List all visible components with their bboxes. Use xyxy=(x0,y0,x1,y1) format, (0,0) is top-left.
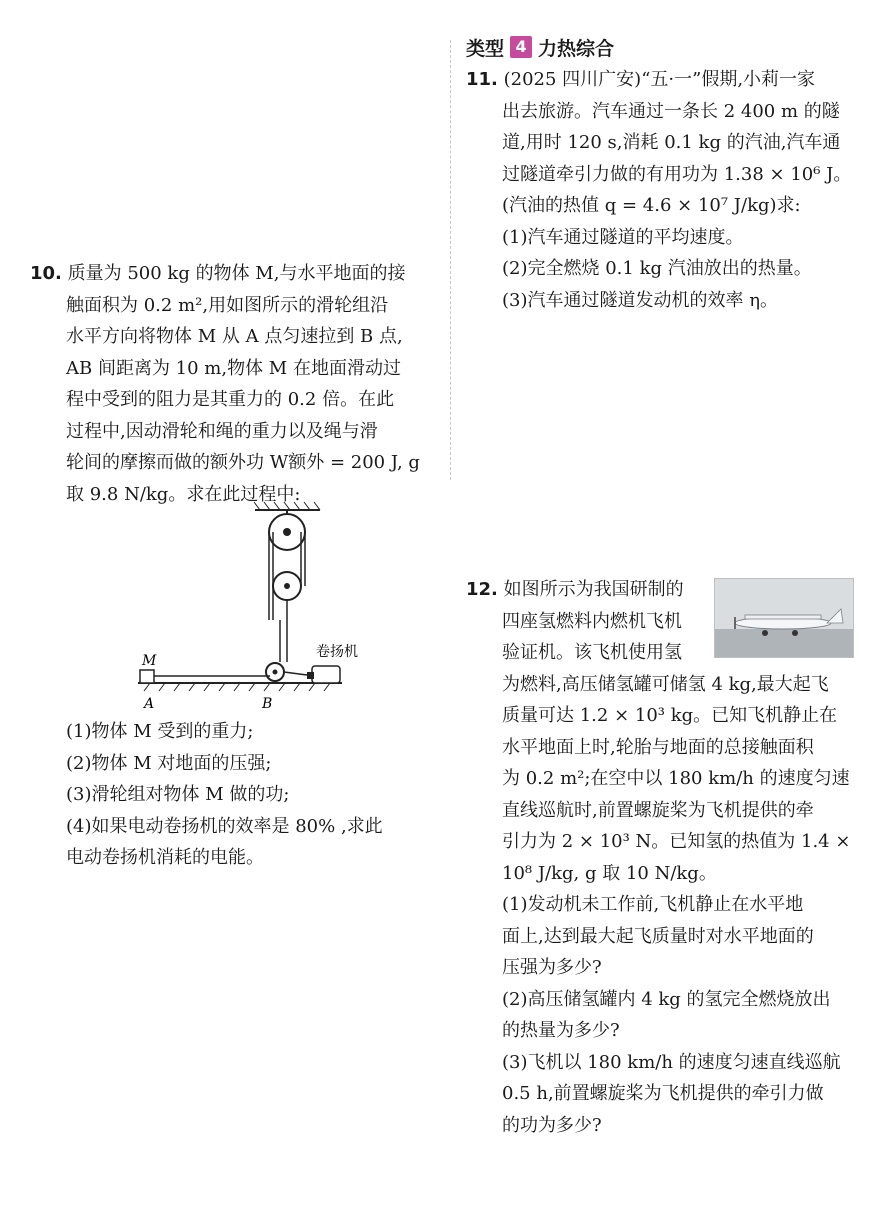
q10-line: 取 9.8 N/kg。求在此过程中: xyxy=(66,483,301,505)
q12-sub: (2)高压储氢罐内 4 kg 的氢完全燃烧放出 xyxy=(502,988,831,1010)
label-m: M xyxy=(142,653,157,669)
q12-number: 12. xyxy=(466,579,498,600)
q10-subquestions xyxy=(30,716,440,874)
q12-line: 为燃料,高压储氢罐可储氢 4 kg,最大起飞 xyxy=(502,673,829,695)
q10-line: 程中受到的阻力是其重力的 0.2 倍。在此 xyxy=(66,389,395,410)
q10-number: 10. xyxy=(30,263,62,284)
q11-line: 道,用时 120 s,消耗 0.1 kg 的汽油,汽车通 xyxy=(502,132,841,153)
block-m xyxy=(140,670,154,683)
question-12 xyxy=(466,574,858,1141)
airplane-photo xyxy=(714,578,854,658)
q10-line: 水平方向将物体 M 从 A 点匀速拉到 B 点, xyxy=(66,326,403,347)
q12-line: 水平地面上时,轮胎与地面的总接触面积 xyxy=(502,736,814,758)
q10-line: AB 间距离为 10 m,物体 M 在地面滑动过 xyxy=(66,357,401,379)
section-badge: 4 xyxy=(510,36,532,58)
q11-line: 11. (2025 四川广安)“五·一”假期,小莉一家 xyxy=(466,69,816,90)
q12-line: 为 0.2 m²;在空中以 180 km/h 的速度匀速 xyxy=(502,768,850,789)
q11-line: (汽油的热值 q = 4.6 × 10⁷ J/kg)求: xyxy=(502,195,801,216)
q12-line: 引力为 2 × 10³ N。已知氢的热值为 1.4 × xyxy=(502,831,851,852)
label-a: A xyxy=(144,696,155,712)
q11-line: 过隧道牵引力做的有用功为 1.38 × 10⁶ J。 xyxy=(502,163,852,185)
pulley-diagram xyxy=(120,500,380,720)
right-column xyxy=(466,30,858,316)
q12-sub: (3)飞机以 180 km/h 的速度匀速直线巡航 xyxy=(502,1051,841,1073)
q10-sub: (1)物体 M 受到的重力; xyxy=(66,721,254,742)
question-10 xyxy=(30,258,440,510)
column-divider xyxy=(450,40,451,480)
q12-sub: 的功为多少? xyxy=(502,1114,602,1136)
label-winch: 卷扬机 xyxy=(316,644,358,660)
q10-sub: 电动卷扬机消耗的电能。 xyxy=(66,847,264,868)
section-heading xyxy=(466,30,858,64)
q12-line: 四座氢燃料内燃机飞机 xyxy=(502,610,682,632)
q12-line: 12. 如图所示为我国研制的 xyxy=(466,579,684,600)
q12-line: 质量可达 1.2 × 10³ kg。已知飞机静止在 xyxy=(502,705,838,726)
q12-line: 验证机。该飞机使用氢 xyxy=(502,642,682,663)
q11-line: 出去旅游。汽车通过一条长 2 400 m 的隧 xyxy=(502,100,840,122)
q10-sub: (2)物体 M 对地面的压强; xyxy=(66,752,272,774)
q10-sub: (4)如果电动卷扬机的效率是 80% ,求此 xyxy=(66,815,383,837)
q12-sub: 0.5 h,前置螺旋桨为飞机提供的牵引力做 xyxy=(502,1083,824,1104)
q10-sub: (3)滑轮组对物体 M 做的功; xyxy=(66,784,290,805)
q12-sub: 的热量为多少? xyxy=(502,1020,620,1041)
winch xyxy=(312,666,340,683)
q10-line: 10. 质量为 500 kg 的物体 M,与水平地面的接 xyxy=(30,263,406,284)
question-11 xyxy=(466,64,858,316)
q10-line: 触面积为 0.2 m²,用如图所示的滑轮组沿 xyxy=(66,294,389,316)
q10-line: 过程中,因动滑轮和绳的重力以及绳与滑 xyxy=(66,420,378,442)
q12-sub: 压强为多少? xyxy=(502,957,602,978)
q11-sub: (3)汽车通过隧道发动机的效率 η。 xyxy=(502,289,779,311)
label-b: B xyxy=(262,696,273,712)
q12-sub: 面上,达到最大起飞质量时对水平地面的 xyxy=(502,925,814,947)
q12-line: 直线巡航时,前置螺旋桨为飞机提供的牵 xyxy=(502,799,814,821)
q11-number: 11. xyxy=(466,69,498,90)
section-prefix: 类型 xyxy=(466,37,505,60)
q11-sub: (1)汽车通过隧道的平均速度。 xyxy=(502,226,744,248)
q11-sub: (2)完全燃烧 0.1 kg 汽油放出的热量。 xyxy=(502,258,812,279)
q10-line: 轮间的摩擦而做的额外功 W额外 = 200 J, g xyxy=(66,452,420,473)
q12-sub: (1)发动机未工作前,飞机静止在水平地 xyxy=(502,894,804,915)
q12-line: 10⁸ J/kg, g 取 10 N/kg。 xyxy=(502,862,717,884)
section-title: 力热综合 xyxy=(538,37,615,60)
